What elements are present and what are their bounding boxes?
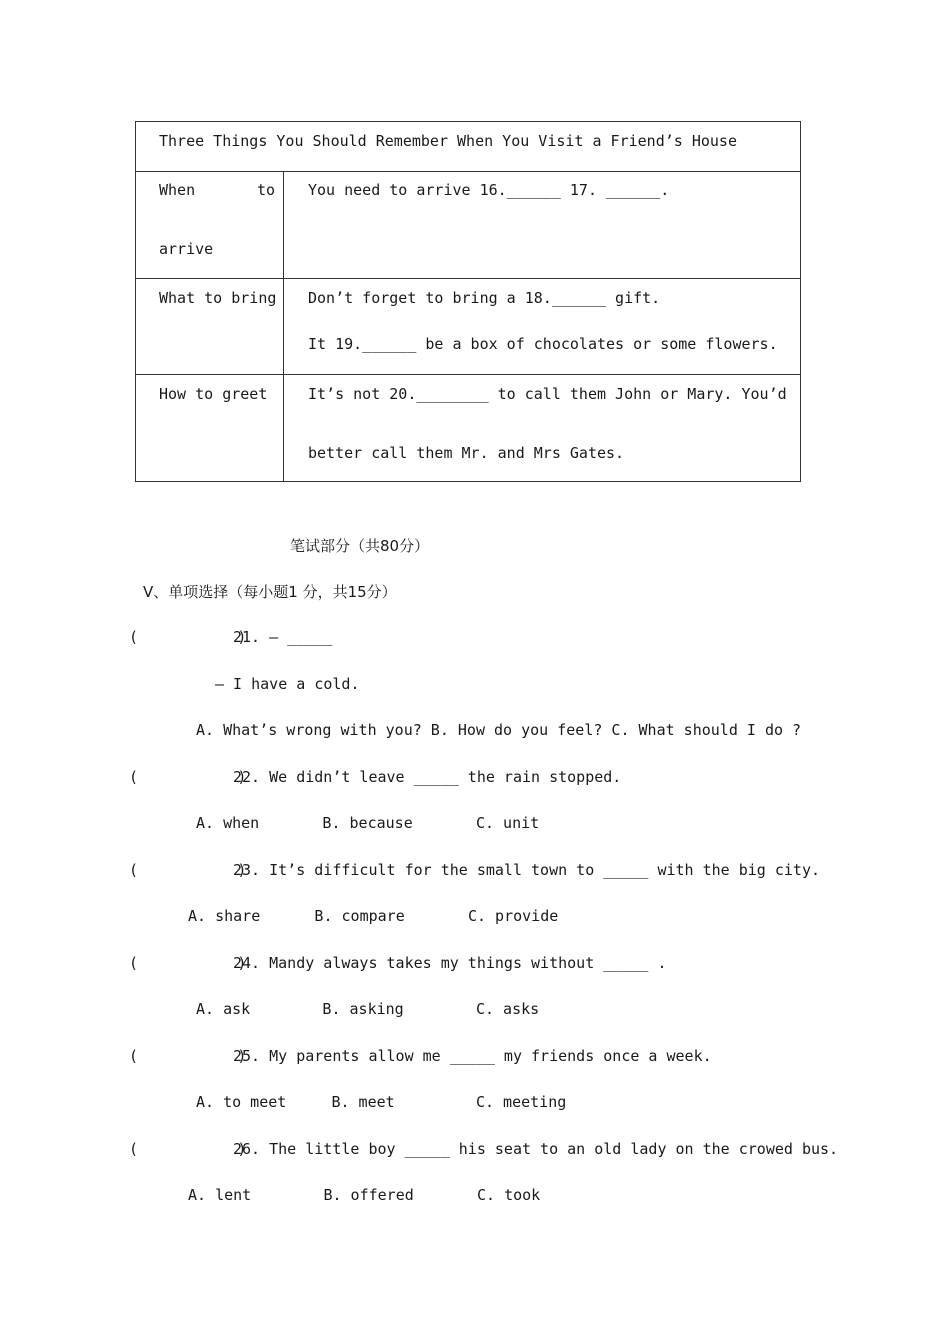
question-stem: 23. It’s difficult for the small town to _____ with the big city. bbox=[233, 861, 820, 879]
question-options: A. ask B. asking C. asks bbox=[196, 1000, 540, 1018]
answer-paren: ( ) bbox=[129, 1140, 247, 1158]
row-content: You need to arrive 16.______ 17. ______. bbox=[308, 181, 670, 199]
question-options: A. lent B. offered C. took bbox=[188, 1186, 541, 1204]
row-label: How to greet bbox=[159, 385, 268, 403]
row-label: What to bring bbox=[159, 289, 277, 307]
table-divider bbox=[136, 374, 800, 375]
table-divider bbox=[136, 278, 800, 279]
cloze-table bbox=[135, 121, 801, 482]
question-options: A. share B. compare C. provide bbox=[188, 907, 559, 925]
row-content: It’s not 20.________ to call them John or Mary. You’d bbox=[308, 385, 787, 403]
row-content: It 19.______ be a box of chocolates or some flowers. bbox=[308, 335, 778, 353]
question-options: A. What’s wrong with you? B. How do you feel? C. What should I do ? bbox=[196, 721, 802, 739]
table-divider bbox=[136, 171, 800, 172]
dialogue-line: — I have a cold. bbox=[215, 675, 360, 693]
question-stem: 26. The little boy _____ his seat to an old lady on the crowed bus. bbox=[233, 1140, 839, 1158]
question-stem: 24. Mandy always takes my things without _____ . bbox=[233, 954, 667, 972]
part-title: Ⅴ、单项选择（每小题1 分，共15分） bbox=[143, 583, 397, 601]
question-stem: 21. — _____ bbox=[233, 628, 333, 646]
question-stem: 22. We didn’t leave _____ the rain stopped. bbox=[233, 768, 622, 786]
question-stem: 25. My parents allow me _____ my friends once a week. bbox=[233, 1047, 712, 1065]
answer-paren: ( ) bbox=[129, 954, 247, 972]
row-label: arrive bbox=[159, 240, 214, 258]
answer-paren: ( ) bbox=[129, 861, 247, 879]
answer-paren: ( ) bbox=[129, 628, 247, 646]
row-label: to bbox=[257, 181, 276, 199]
table-title: Three Things You Should Remember When You Visit a Friend’s House bbox=[159, 132, 737, 150]
answer-paren: ( ) bbox=[129, 768, 247, 786]
row-content: better call them Mr. and Mrs Gates. bbox=[308, 444, 625, 462]
question-options: A. to meet B. meet C. meeting bbox=[196, 1093, 567, 1111]
question-options: A. when B. because C. unit bbox=[196, 814, 540, 832]
answer-paren: ( ) bbox=[129, 1047, 247, 1065]
row-content: Don’t forget to bring a 18.______ gift. bbox=[308, 289, 661, 307]
section-title: 笔试部分（共80分） bbox=[290, 537, 430, 555]
table-column-divider bbox=[283, 171, 284, 481]
row-label: When bbox=[159, 181, 196, 199]
